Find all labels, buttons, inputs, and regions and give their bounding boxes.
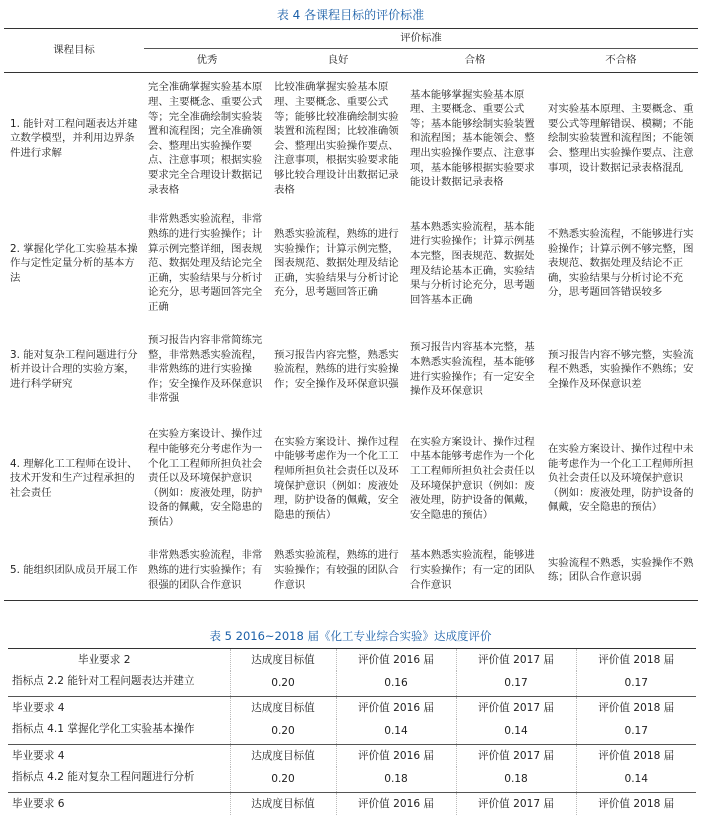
criteria-cell: 预习报告内容完整，熟悉实验流程，熟练的进行实验操作；安全操作及环保意识强: [274, 348, 399, 390]
achievement-table: [8, 648, 696, 815]
criteria-cell: 基本能够掌握实验基本原理、主要概念、重要公式等；基本能够绘制实验装置和流程图；基本能领会、整理出实验操作要点、注意事项，基本能够根据实验要求能设计数据记录表格: [410, 88, 535, 189]
table-row: [4, 73, 698, 205]
col-header: 评价值 2017 届: [456, 793, 576, 815]
table4-caption: 表 4 各课程目标的评价标准: [276, 8, 425, 22]
criteria-cell: 实验流程不熟悉，实验操作不熟练；团队合作意识弱: [544, 541, 698, 601]
eval-value: 0.18: [336, 767, 456, 793]
col-header: 评价值 2016 届: [336, 745, 456, 767]
eval-value: 0.18: [456, 767, 576, 793]
eval-value: 0.17: [576, 719, 696, 745]
criteria-cell: 非常熟悉实验流程，非常熟练的进行实验操作；计算示例完整详细，图表规范、数据处理及结论完全正确，实验结果与分析讨论充分，思考题回答完全正确: [148, 213, 263, 313]
indicator-label: 指标点 2.2 能针对工程问题表达并建立: [8, 671, 230, 697]
target-value: 0.20: [230, 767, 336, 793]
col-header: 评价值 2018 届: [576, 793, 696, 815]
indicator-label: 指标点 4.1 掌握化学化工实验基本操作: [8, 719, 230, 745]
col-header: 达成度目标值: [230, 745, 336, 767]
goal-3: 3. 能对复杂工程问题进行分析并设计合理的实验方案，进行科学研究: [10, 348, 138, 390]
col-header: 评价值 2016 届: [336, 649, 456, 671]
criteria-cell: 在实验方案设计、操作过程中未能考虑作为一个化工工程师所担负社会责任以及环境保护意识（例如：废液处理，防护设备的佩戴，安全隐患的预估）: [548, 443, 694, 514]
col-header: 评价值 2017 届: [456, 697, 576, 719]
col-header: 达成度目标值: [230, 793, 336, 815]
eval-value: 0.14: [456, 719, 576, 745]
requirement-label: 毕业要求 4: [8, 697, 230, 719]
goal-1: 1. 能针对工程问题表达并建立数学模型，并利用边界条件进行求解: [10, 117, 138, 160]
criteria-cell: 非常熟悉实验流程，非常熟练的进行实验操作；有很强的团队合作意识: [144, 541, 270, 601]
eval-value: 0.14: [576, 767, 696, 793]
table-header-row: [8, 697, 696, 719]
criteria-cell: 熟悉实验流程，熟练的进行实验操作；计算示例完整，图表规范、数据处理及结论正确，实验结果与分析讨论充分，思考题回答正确: [274, 228, 399, 299]
target-value: 0.20: [230, 671, 336, 697]
criteria-cell: 在实验方案设计、操作过程中能够考虑作为一个化工工程师所担负社会责任以及环境保护意识（例如：废液处理，防护设备的佩戴，安全隐患的预估）: [274, 435, 399, 521]
col-header: 评价值 2018 届: [576, 697, 696, 719]
table-header-row: [8, 793, 696, 815]
criteria-cell: 在实验方案设计、操作过程中基本能够考虑作为一个化工工程师所担负社会责任以及环境保护意识（例如：废液处理，防护设备的佩戴，安全隐患的预估）: [410, 435, 535, 521]
requirement-label: 毕业要求 2: [8, 649, 230, 671]
table-row: [8, 671, 696, 697]
col-header: 评价值 2016 届: [336, 697, 456, 719]
table-row: [4, 417, 698, 541]
col-header-standard: 评价标准: [144, 29, 698, 49]
indicator-label: 指标点 4.2 能对复杂工程问题进行分析: [8, 767, 230, 793]
requirement-label: 毕业要求 6: [8, 793, 230, 815]
col-header-goal: 课程目标: [4, 29, 144, 73]
level-header-pass: 合格: [406, 49, 544, 73]
criteria-cell: 在实验方案设计、操作过程中能够充分考虑作为一个化工工程师所担负社会责任以及环境保护意识（例如：废液处理，防护设备的佩戴，安全隐患的预估）: [148, 428, 263, 528]
criteria-cell: 基本熟悉实验流程，基本能进行实验操作；计算示例基本完整，图表规范、数据处理及结论基本正确，实验结果与分析讨论充分，思考题回答基本正确: [410, 220, 535, 306]
col-header: 评价值 2016 届: [336, 793, 456, 815]
eval-value: 0.17: [456, 671, 576, 697]
col-header: 评价值 2018 届: [576, 745, 696, 767]
criteria-cell: 基本熟悉实验流程，能够进行实验操作；有一定的团队合作意识: [406, 541, 544, 601]
level-header-fail: 不合格: [544, 49, 698, 73]
criteria-cell: 不熟悉实验流程，不能够进行实验操作；计算示例不够完整，图表规范、数据处理及结论不正确，实验结果与分析讨论不充分，思考题回答错误较多: [548, 228, 694, 299]
requirement-label: 毕业要求 4: [8, 745, 230, 767]
col-header: 评价值 2017 届: [456, 649, 576, 671]
col-header: 评价值 2017 届: [456, 745, 576, 767]
col-header: 评价值 2018 届: [576, 649, 696, 671]
goal-5: 5. 能组织团队成员开展工作: [4, 541, 144, 601]
table-row: [8, 767, 696, 793]
table-row: [4, 541, 698, 601]
eval-value: 0.16: [336, 671, 456, 697]
level-header-good: 良好: [270, 49, 406, 73]
criteria-cell: 预习报告内容不够完整，实验流程不熟悉，实验操作不熟练；安全操作及环保意识差: [548, 348, 694, 390]
criteria-cell: 完全准确掌握实验基本原理、主要概念、重要公式等；完全准确绘制实验装置和流程图；完全准确领会、整理出实验操作要点、注意事项；根据实验要求完全合理设计数据记录表格: [148, 81, 263, 196]
table-header-row: [8, 649, 696, 671]
col-header: 达成度目标值: [230, 649, 336, 671]
target-value: 0.20: [230, 719, 336, 745]
goal-4: 4. 理解化工工程师在设计、技术开发和生产过程承担的社会责任: [10, 457, 138, 499]
table5-caption: 表 5 2016~2018 届《化工专业综合实验》达成度评价: [209, 629, 492, 643]
goal-2: 2. 掌握化学化工实验基本操作与定性定量分析的基本方法: [10, 242, 138, 284]
criteria-cell: 比较准确掌握实验基本原理、主要概念、重要公式等；能够比较准确绘制实验装置和流程图；比较准确领会、整理出实验操作要点、注意事项，根据实验要求能够比较合理设计出数据记录表格: [274, 81, 399, 196]
col-header: 达成度目标值: [230, 697, 336, 719]
criteria-cell: 预习报告内容基本完整，基本熟悉实验流程，基本能够进行实验操作；有一定安全操作及环保意识: [410, 341, 535, 398]
table-row: [4, 205, 698, 323]
criteria-cell: 对实验基本原理、主要概念、重要公式等理解错误、模糊；不能绘制实验装置和流程图；不能领会、整理出实验操作要点、注意事项，设计数据记录表格混乱: [548, 103, 694, 174]
criteria-cell: 预习报告内容非常简练完整，非常熟悉实验流程，非常熟练的进行实验操作；安全操作及环保意识非常强: [148, 334, 263, 405]
eval-value: 0.14: [336, 719, 456, 745]
table-row: [4, 323, 698, 417]
level-header-excellent: 优秀: [144, 49, 270, 73]
criteria-cell: 熟悉实验流程，熟练的进行实验操作；有较强的团队合作意识: [270, 541, 406, 601]
eval-value: 0.17: [576, 671, 696, 697]
table-row: [8, 719, 696, 745]
table-header-row: [8, 745, 696, 767]
evaluation-criteria-table: [4, 28, 698, 601]
